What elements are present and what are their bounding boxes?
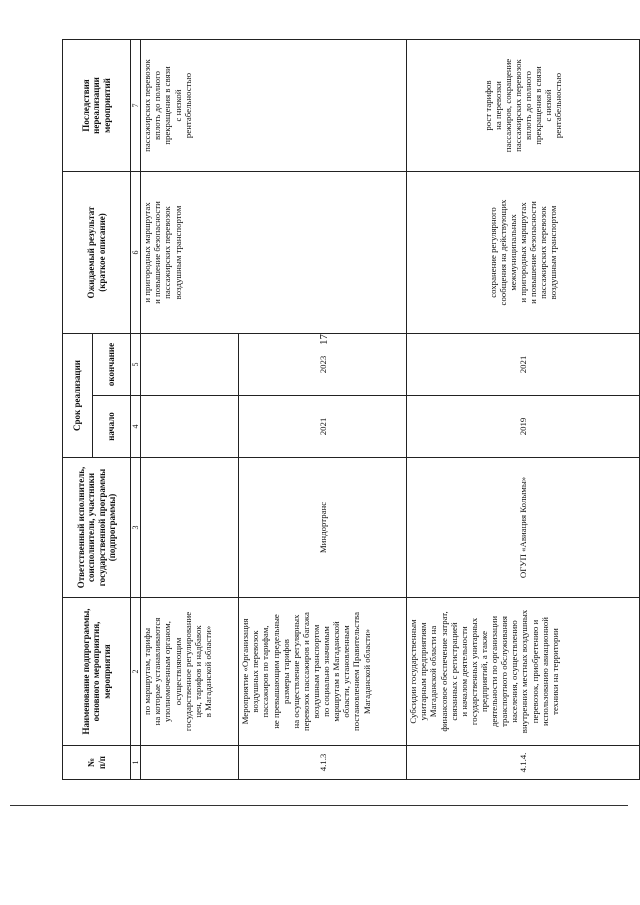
column-number-row (131, 40, 141, 780)
header-term: Срок реализации (63, 334, 93, 458)
header-executor: Ответственный исполнитель, соисполнители, участники государственной программы (подпрограммы) (63, 458, 131, 598)
row-consequences: пассажирских перевозок вплоть до полного прекращения в связи с низкой рентабельностью (141, 40, 407, 172)
col-number: 4 (131, 396, 141, 458)
row-end (141, 334, 239, 396)
row-executor: ОГУП «Авиация Колымы» (407, 458, 640, 598)
row-executor: Миндортранс (239, 458, 407, 598)
row-num: 4.1.4. (407, 746, 640, 780)
header-consequences: Последствия нереализации мероприятий (63, 40, 131, 172)
table-row (407, 40, 640, 780)
row-name: Мероприятие «Организация воздушных перевозок пассажиров по тарифам, не превышающим предельные размеры тарифов на осуществление регулярных перевозок пассажиров и багажа воздушным транспортом по социально значимым маршрутам в Магаданской области, установленным постановлением Правительства Магаданской области» (239, 598, 407, 746)
program-table (62, 39, 640, 780)
row-result: и пригородных маршрутах и повышение безопасности пассажирских перевозок воздушным транспортом (141, 172, 407, 334)
header-result: Ожидаемый результат (краткое описание) (63, 172, 131, 334)
row-num: 4.1.3 (239, 746, 407, 780)
header-num: № п/п (63, 746, 131, 780)
row-executor (141, 458, 239, 598)
header-start: начало (93, 396, 131, 458)
row-result: сохранение регулярного сообщения на действующих межмуниципальных и пригородных маршрутах и повышение безопасности пассажирских перевозок воздушным транспортом (407, 172, 640, 334)
col-number: 1 (131, 746, 141, 780)
col-number: 2 (131, 598, 141, 746)
col-number: 5 (131, 334, 141, 396)
row-name: по маршрутам, тарифы на которые устанавливаются уполномоченным органом, осуществляющим государственное регулирование цен, тарифов и надбавок в Магаданской области» (141, 598, 239, 746)
row-consequences: рост тарифов на перевозки пассажиров, сокращение пассажирских перевозок вплоть до полного прекращения в связи с низкой рентабельностью (407, 40, 640, 172)
row-start: 2019 (407, 396, 640, 458)
bottom-rule (10, 805, 628, 806)
col-number: 7 (131, 40, 141, 172)
col-number: 3 (131, 458, 141, 598)
table-row (141, 40, 239, 780)
row-name: Субсидии государственным унитарным предприятиям Магаданской области на финансовое обеспечение затрат, связанных с регистрацией и началом деятельности государственных унитарных предприятий, а также деятельности по организации транспортного обслуживания населения, осуществлению внутренних местных воздушных перевозок, приобретению и использованию авиационной техники на территории (407, 598, 640, 746)
page-number: 17 (318, 334, 330, 345)
row-end: 2023 (239, 334, 407, 396)
table-container (62, 40, 640, 780)
row-start (141, 396, 239, 458)
row-end: 2021 (407, 334, 640, 396)
row-num (141, 746, 239, 780)
header-end: окончание (93, 334, 131, 396)
header-name: Наименование подпрограммы, основного мероприятия, мероприятия (63, 598, 131, 746)
row-start: 2021 (239, 396, 407, 458)
col-number: 6 (131, 172, 141, 334)
